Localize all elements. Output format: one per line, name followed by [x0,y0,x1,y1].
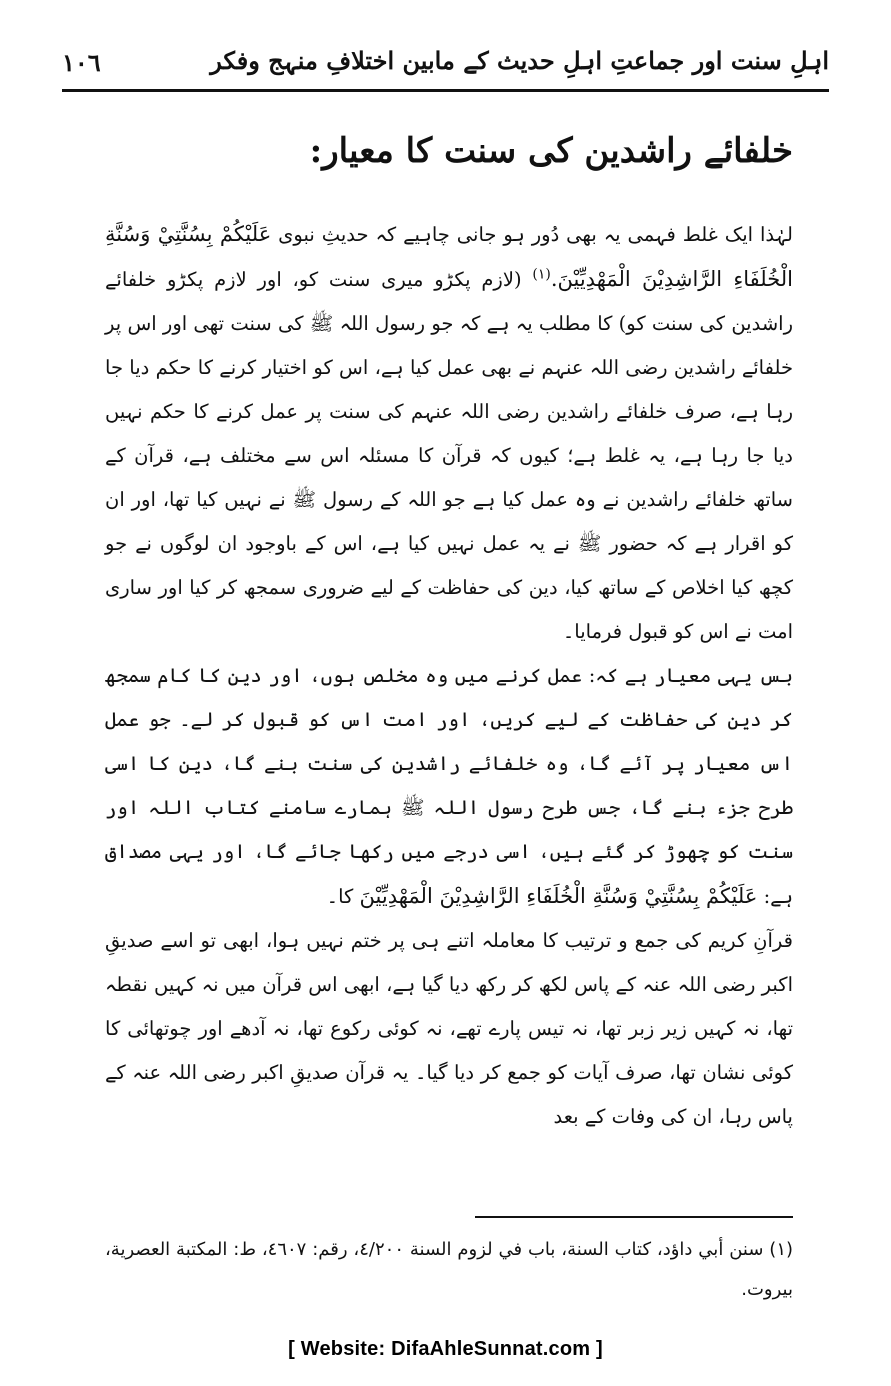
paragraph-text: بس یہی معیار ہے کہ: عمل کرنے میں وہ مخلص ہوں، اور دین کا کام سمجھ کر دین کی حفاظت کے لیے کریں، اور امت اس کو قبول کر لے۔ جو عمل اس معیار پر آئے گا، وہ خلفائے راشدین کی سنت بنے گا، دین کا اسی طرح جزء بنے گا، جس طرح رسول اللہ ﷺ ہمارے سامنے کتاب اللہ اور سنت کو چھوڑ کر گئے ہیں، اسی درجے میں رکھا جائے گا، اور یہی مصداق ہے: [105,664,793,908]
running-title: اہلِ سنت اور جماعتِ اہلِ حدیث کے مابین اختلافِ منہج وفکر [210,46,829,75]
page-number: ١٠٦ [62,48,101,77]
paragraph-text: (لازم پکڑو میری سنت کو، اور لازم پکڑو خلفائے راشدین کی سنت کو) کا مطلب یہ ہے کہ جو رسول اللہ ﷺ کی سنت تھی اور اس پر خلفائے راشدین رضی اللہ عنہم نے بھی عمل کیا ہے، اس کو اختیار کرنے کا حکم دیا جا رہا ہے، صرف خلفائے راشدین رضی اللہ عنہم کی سنت پر عمل کرنے کا حکم نہیں دیا جا رہا ہے، یہ غلط ہے؛ کیوں کہ قرآن کا مسئلہ اس سے مختلف ہے، قرآن کے ساتھ خلفائے راشدین نے وہ عمل کیا ہے جو اللہ کے رسول ﷺ نے نہیں کیا تھا، اور ان کو اقرار ہے کہ حضور ﷺ نے یہ عمل نہیں کیا ہے، اس کے باوجود ان لوگوں نے جو کچھ کیا اخلاص کے ساتھ کیا، دین کی حفاظت کے لیے ضروری سمجھ کر کیا اور ساری امت نے اس کو قبول فرمایا۔ [105,268,793,643]
footnotes [105,1230,793,1310]
footnote-rule [475,1216,793,1218]
hadith-arabic: عَلَيْكُمْ بِسُنَّتِيْ وَسُنَّةِ الْخُلَفَاءِ الرَّاشِدِيْنَ الْمَهْدِيِّيْنَ [359,884,758,908]
paragraph-text: کا۔ [326,885,360,908]
page-header [62,40,829,92]
paragraph-1 [105,212,793,654]
website-footer: [ Website: DifaAhleSunnat.com ] [288,1338,603,1360]
body-text [105,212,793,1139]
footnote-reference[interactable]: (١) [532,266,551,283]
header-rule [62,89,829,92]
paragraph-3 [105,919,793,1139]
hadith-arabic: عَلَيْكُمْ بِسُنَّتِيْ وَسُنَّةِ الْخُلَفَاءِ الرَّاشِدِيْنَ الْمَهْدِيِّيْنَ. [105,222,793,291]
paragraph-text: قرآنِ کریم کی جمع و ترتیب کا معاملہ اتنے ہی پر ختم نہیں ہوا، ابھی تو اسے صدیقِ اکبر رضی اللہ عنہ کے پاس لکھ کر رکھ دیا گیا ہے، ابھی اس قرآن میں نہ کہیں نقطہ تھا، نہ کہیں زیر زبر تھا، نہ تیس پارے تھے، نہ کوئی رکوع تھا، نہ آدھے اور چوتھائی کا کوئی نشان تھا، صرف آیات کو جمع کر دیا گیا۔ یہ قرآن صدیقِ اکبر رضی اللہ عنہ کے پاس رہا، ان کی وفات کے بعد [105,929,793,1128]
section-heading: خلفائے راشدین کی سنت کا معیار: [309,131,793,171]
paragraph-2 [105,654,793,919]
footnote-item: (١) سنن أبي داؤد، كتاب السنة، باب في لزوم السنة ٤/٢٠٠، رقم: ٤٦٠٧، ط: المكتبة العصرية، بيروت. [105,1239,794,1300]
paragraph-text: لہٰذا ایک غلط فہمی یہ بھی دُور ہو جانی چاہیے کہ حدیثِ نبوی [271,223,793,246]
